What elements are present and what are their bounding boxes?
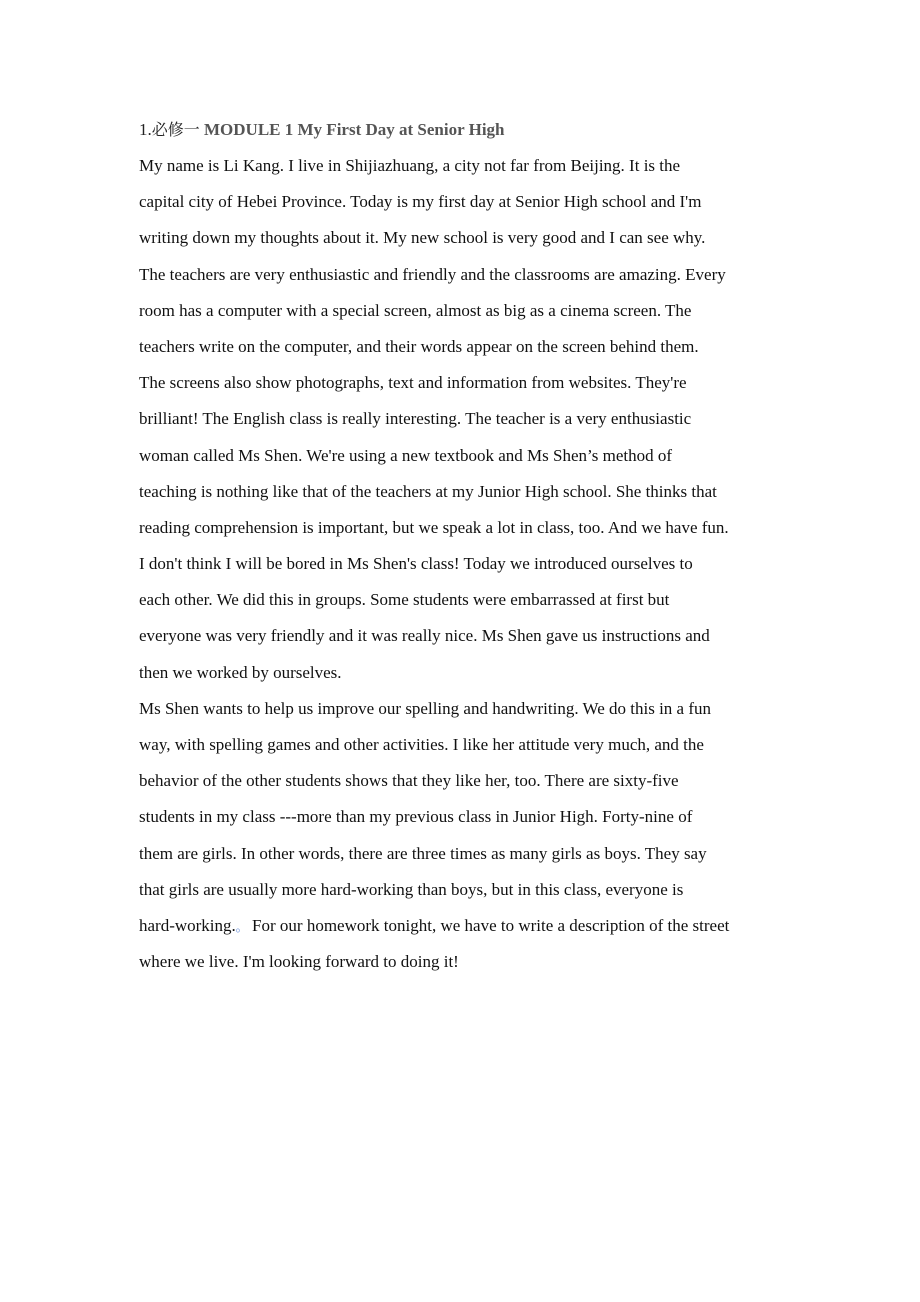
text-line: I don't think I will be bored in Ms Shen's class! Today we introduced ourselves to xyxy=(139,554,693,574)
text-line: Ms Shen wants to help us improve our spelling and handwriting. We do this in a fun xyxy=(139,698,712,718)
text-line: capital city of Hebei Province. Today is my first day at Senior High school and I'm xyxy=(139,192,702,212)
text-line: way, with spelling games and other activities. I like her attitude very much, and the xyxy=(139,735,704,754)
heading-chinese-label: 必修一 xyxy=(151,120,200,139)
text-segment: hard-working. xyxy=(139,915,236,935)
text-line: each other. We did this in groups. Some students were embarrassed at first but xyxy=(139,590,670,610)
text-line: that girls are usually more hard-working than boys, but in this class, everyone is xyxy=(139,879,684,899)
text-line: everyone was very friendly and it was really nice. Ms Shen gave us instructions and xyxy=(139,626,710,646)
text-line: behavior of the other students shows that they like her, too. There are sixty-five xyxy=(139,771,679,791)
paragraph-2 xyxy=(139,691,799,981)
text-line: room has a computer with a special screen, almost as big as a cinema screen. The xyxy=(139,300,692,320)
heading-number: 1. xyxy=(139,120,152,139)
text-line: teachers write on the computer, and their words appear on the screen behind them. xyxy=(139,336,699,356)
text-line: reading comprehension is important, but we speak a lot in class, too. And we have fun. xyxy=(139,517,729,537)
paragraph-1 xyxy=(139,148,799,691)
text-line: writing down my thoughts about it. My new school is very good and I can see why. xyxy=(139,228,706,248)
heading-title: MODULE 1 My First Day at Senior High xyxy=(199,120,505,139)
text-line: The screens also show photographs, text and information from websites. They're xyxy=(139,373,687,393)
text-line: then we worked by ourselves. xyxy=(139,662,342,682)
text-line xyxy=(139,908,799,944)
section-heading xyxy=(139,112,799,148)
text-line: My name is Li Kang. I live in Shijiazhuang, a city not far from Beijing. It is the xyxy=(139,156,681,175)
text-line: woman called Ms Shen. We're using a new textbook and Ms Shen’s method of xyxy=(139,445,673,465)
text-line: where we live. I'm looking forward to doing it! xyxy=(139,952,459,972)
document-content xyxy=(139,112,799,980)
text-line: brilliant! The English class is really interesting. The teacher is a very enthusiastic xyxy=(139,409,692,429)
text-line: The teachers are very enthusiastic and friendly and the classrooms are amazing. Every xyxy=(139,264,726,284)
chinese-full-stop: 。 xyxy=(235,919,248,934)
text-line: teaching is nothing like that of the teachers at my Junior High school. She thinks that xyxy=(139,481,717,501)
text-segment: For our homework tonight, we have to write a description of the street xyxy=(247,915,730,935)
text-line: them are girls. In other words, there are three times as many girls as boys. They say xyxy=(139,843,707,863)
text-line: students in my class ---more than my previous class in Junior High. Forty-nine of xyxy=(139,807,693,827)
